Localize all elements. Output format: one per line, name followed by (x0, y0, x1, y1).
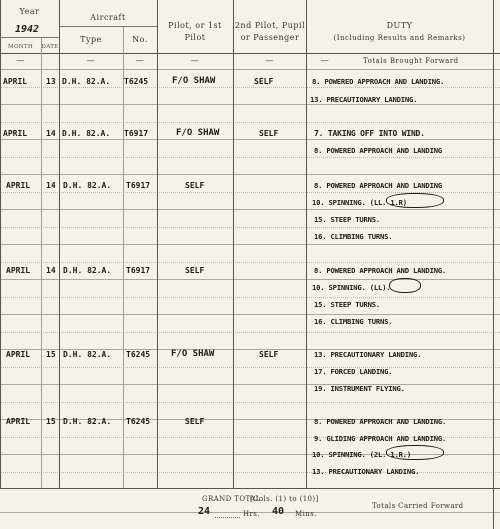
entry-type: D.H. 82.A. (63, 181, 112, 190)
circled-note (386, 193, 444, 208)
entry-pilot: F/O SHAW (172, 76, 216, 86)
rule (0, 262, 500, 263)
column-line (0, 0, 1, 488)
minutes-label: Mins. (295, 510, 317, 518)
dash: — (320, 56, 330, 65)
entry-aircraft-number: T6917 (124, 129, 149, 138)
circled-note (389, 278, 421, 293)
entry-duty: 8. POWERED APPROACH AND LANDING (314, 181, 442, 190)
entry-aircraft-number: T6917 (126, 181, 151, 190)
entry-duty: 15. STEEP TURNS. (314, 300, 381, 309)
rule (0, 69, 500, 70)
pilot-heading: Pilot, or 1st Pilot (168, 21, 222, 42)
totals-brought-forward: Totals Brought Forward (363, 57, 459, 65)
entry-aircraft-number: T6245 (124, 77, 149, 86)
entry-duty: 8. POWERED APPROACH AND LANDING (314, 146, 442, 155)
dash: — (86, 56, 96, 65)
header-rule (0, 53, 500, 54)
second-pilot-heading: 2nd Pilot, Pupil or Passenger (234, 21, 306, 42)
rule (0, 122, 500, 123)
rule (0, 139, 500, 140)
entry-type: D.H. 82.A. (63, 350, 112, 359)
dash: — (135, 56, 145, 65)
total-minutes: 40 (272, 506, 285, 517)
entry-date: 14 (46, 129, 56, 138)
entry-duty: 8. POWERED APPROACH AND LANDING. (312, 77, 445, 86)
rule (0, 87, 500, 88)
rule (0, 297, 500, 298)
column-line (123, 26, 124, 488)
entry-duty: 8. POWERED APPROACH AND LANDING. (314, 417, 447, 426)
entry-duty: 9. GLIDING APPROACH AND LANDING. (314, 434, 447, 443)
entry-second-pilot: SELF (259, 129, 279, 138)
column-line (59, 0, 60, 488)
entry-second-pilot: SELF (259, 350, 279, 359)
duty-subheading: (Including Results and Remarks) (333, 34, 466, 42)
entry-pilot: SELF (185, 417, 205, 426)
entry-aircraft-number: T6245 (126, 350, 151, 359)
dotted-leader (215, 509, 240, 518)
column-line (493, 0, 494, 529)
entry-duty: 10. SPINNING. (LL. 1.R) (312, 198, 407, 207)
date-heading: DATE (41, 44, 59, 50)
entry-month: APRIL (6, 350, 31, 359)
entry-duty: 10. SPINNING. (2L. 1.R.) (312, 450, 412, 459)
entry-duty: 15. STEEP TURNS. (314, 215, 381, 224)
entry-aircraft-number: T6245 (126, 417, 151, 426)
entry-second-pilot: SELF (254, 77, 274, 86)
entry-month: APRIL (6, 266, 31, 275)
hours-label: Hrs. (243, 510, 260, 518)
year-heading: Year (19, 7, 40, 16)
rule (0, 279, 500, 280)
entry-aircraft-number: T6917 (126, 266, 151, 275)
entry-duty: 10. SPINNING. (LL). (312, 283, 391, 292)
entry-date: 14 (46, 266, 56, 275)
entry-duty: 17. FORCED LANDING. (314, 367, 393, 376)
duty-heading: DUTY (386, 21, 413, 30)
rule (0, 209, 500, 210)
columns-label: [Cols. (1) to (10)] (250, 495, 319, 503)
column-line (233, 0, 234, 488)
entry-pilot: F/O SHAW (171, 349, 215, 359)
column-line (157, 0, 158, 488)
entry-pilot: SELF (185, 181, 205, 190)
total-hours: 24 (198, 506, 211, 517)
entry-month: APRIL (3, 77, 28, 86)
entry-duty: 13. PRECAUTIONARY LANDING. (312, 467, 420, 476)
dash: — (16, 56, 25, 65)
rule (0, 104, 500, 105)
entry-type: D.H. 82.A. (63, 266, 112, 275)
grand-total-label: GRAND TOTAL (202, 495, 261, 503)
rule (0, 384, 500, 385)
entry-duty: 13. PRECAUTIONARY LANDING. (310, 95, 418, 104)
entry-pilot: SELF (185, 266, 205, 275)
entry-type: D.H. 82.A. (62, 77, 111, 86)
entry-duty: 7. TAKING OFF INTO WIND. (314, 129, 425, 138)
number-heading: No. (132, 35, 148, 44)
entry-duty: 16. CLIMBING TURNS. (314, 317, 393, 326)
totals-carried-forward: Totals Carried Forward (372, 502, 464, 510)
year-rule (0, 37, 59, 38)
entry-date: 15 (46, 350, 56, 359)
entry-month: APRIL (3, 129, 28, 138)
rule (0, 314, 500, 315)
entry-date: 14 (46, 181, 56, 190)
type-heading: Type (80, 35, 102, 44)
rule (0, 244, 500, 245)
entry-type: D.H. 82.A. (63, 417, 112, 426)
rule (0, 332, 500, 333)
rule (0, 402, 500, 403)
entry-pilot: F/O SHAW (176, 128, 220, 138)
dash: — (190, 56, 200, 65)
circled-note (386, 445, 444, 460)
entry-duty: 8. POWERED APPROACH AND LANDING. (314, 266, 447, 275)
aircraft-heading: Aircraft (90, 13, 126, 22)
aircraft-rule (59, 26, 157, 27)
entry-duty: 16. CLIMBING TURNS. (314, 232, 393, 241)
rule (0, 227, 500, 228)
totals-rule (0, 488, 500, 489)
entry-date: 13 (46, 77, 56, 86)
column-line (41, 37, 42, 488)
rule (0, 367, 500, 368)
rule (0, 174, 500, 175)
entry-duty: 13. PRECAUTIONARY LANDING. (314, 350, 422, 359)
entry-month: APRIL (6, 417, 31, 426)
column-line (306, 0, 307, 488)
entry-month: APRIL (6, 181, 31, 190)
rule (0, 157, 500, 158)
entry-date: 15 (46, 417, 56, 426)
year-value: 1942 (15, 24, 40, 35)
rule (0, 472, 500, 473)
month-heading: MONTH (8, 44, 33, 50)
dash: — (265, 56, 274, 65)
entry-duty: 19. INSTRUMENT FLYING. (314, 384, 405, 393)
entry-type: D.H. 82.A. (62, 129, 111, 138)
